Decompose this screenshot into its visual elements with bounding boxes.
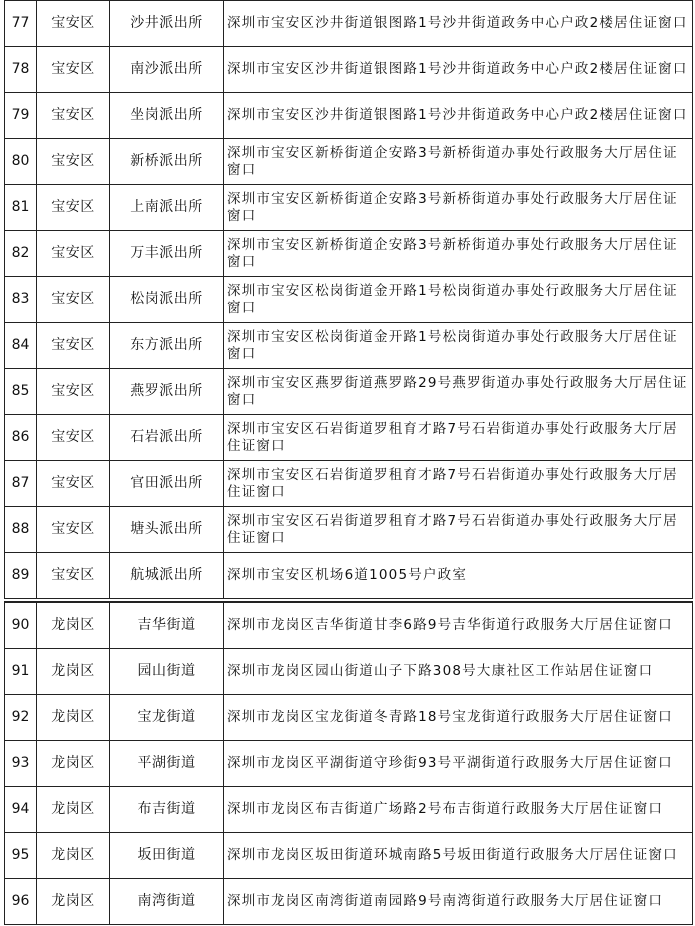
station-name-cell: 布吉街道 bbox=[110, 786, 224, 832]
table-row bbox=[5, 740, 693, 786]
station-name-cell: 官田派出所 bbox=[110, 461, 224, 507]
table-row bbox=[5, 553, 693, 599]
district-cell: 宝安区 bbox=[37, 139, 110, 185]
address-cell: 深圳市宝安区机场6道1005号户政室 bbox=[224, 553, 693, 599]
table-row bbox=[5, 461, 693, 507]
address-cell: 深圳市龙岗区南湾街道南园路9号南湾街道行政服务大厅居住证窗口 bbox=[224, 878, 693, 924]
station-name-cell: 新桥派出所 bbox=[110, 139, 224, 185]
district-cell: 龙岗区 bbox=[37, 740, 110, 786]
district-cell: 宝安区 bbox=[37, 507, 110, 553]
address-cell: 深圳市龙岗区平湖街道守珍街93号平湖街道行政服务大厅居住证窗口 bbox=[224, 740, 693, 786]
station-name-cell: 平湖街道 bbox=[110, 740, 224, 786]
district-cell: 宝安区 bbox=[37, 185, 110, 231]
address-cell: 深圳市宝安区新桥街道企安路3号新桥街道办事处行政服务大厅居住证窗口 bbox=[224, 231, 693, 277]
station-name-cell: 坂田街道 bbox=[110, 832, 224, 878]
district-cell: 龙岗区 bbox=[37, 648, 110, 694]
station-name-cell: 万丰派出所 bbox=[110, 231, 224, 277]
address-cell: 深圳市宝安区沙井街道银图路1号沙井街道政务中心户政2楼居住证窗口 bbox=[224, 93, 693, 139]
row-number: 88 bbox=[5, 507, 37, 553]
row-number: 96 bbox=[5, 878, 37, 924]
district-cell: 宝安区 bbox=[37, 461, 110, 507]
address-cell: 深圳市龙岗区布吉街道广场路2号布吉街道行政服务大厅居住证窗口 bbox=[224, 786, 693, 832]
address-cell: 深圳市宝安区石岩街道罗租育才路7号石岩街道办事处行政服务大厅居住证窗口 bbox=[224, 415, 693, 461]
row-number: 84 bbox=[5, 323, 37, 369]
row-number: 77 bbox=[5, 1, 37, 47]
station-name-cell: 南湾街道 bbox=[110, 878, 224, 924]
row-number: 85 bbox=[5, 369, 37, 415]
district-cell: 宝安区 bbox=[37, 93, 110, 139]
row-number: 87 bbox=[5, 461, 37, 507]
table-row bbox=[5, 231, 693, 277]
address-cell: 深圳市宝安区石岩街道罗租育才路7号石岩街道办事处行政服务大厅居住证窗口 bbox=[224, 507, 693, 553]
address-cell: 深圳市宝安区石岩街道罗租育才路7号石岩街道办事处行政服务大厅居住证窗口 bbox=[224, 461, 693, 507]
row-number: 93 bbox=[5, 740, 37, 786]
station-name-cell: 东方派出所 bbox=[110, 323, 224, 369]
table-row bbox=[5, 369, 693, 415]
address-cell: 深圳市龙岗区宝龙街道冬青路18号宝龙街道行政服务大厅居住证窗口 bbox=[224, 694, 693, 740]
row-number: 82 bbox=[5, 231, 37, 277]
row-number: 86 bbox=[5, 415, 37, 461]
row-number: 91 bbox=[5, 648, 37, 694]
address-cell: 深圳市宝安区新桥街道企安路3号新桥街道办事处行政服务大厅居住证窗口 bbox=[224, 185, 693, 231]
row-number: 89 bbox=[5, 553, 37, 599]
row-number: 83 bbox=[5, 277, 37, 323]
table-row bbox=[5, 878, 693, 924]
table-row bbox=[5, 93, 693, 139]
table-body-1 bbox=[5, 1, 693, 599]
address-cell: 深圳市龙岗区吉华街道甘李6路9号吉华街道行政服务大厅居住证窗口 bbox=[224, 602, 693, 648]
table-row bbox=[5, 1, 693, 47]
station-name-cell: 园山街道 bbox=[110, 648, 224, 694]
row-number: 90 bbox=[5, 602, 37, 648]
station-name-cell: 吉华街道 bbox=[110, 602, 224, 648]
table-row bbox=[5, 139, 693, 185]
district-cell: 宝安区 bbox=[37, 415, 110, 461]
district-cell: 龙岗区 bbox=[37, 878, 110, 924]
table-row bbox=[5, 507, 693, 553]
district-cell: 宝安区 bbox=[37, 47, 110, 93]
address-cell: 深圳市宝安区沙井街道银图路1号沙井街道政务中心户政2楼居住证窗口 bbox=[224, 1, 693, 47]
station-name-cell: 上南派出所 bbox=[110, 185, 224, 231]
district-cell: 龙岗区 bbox=[37, 694, 110, 740]
district-cell: 宝安区 bbox=[37, 553, 110, 599]
station-name-cell: 松岗派出所 bbox=[110, 277, 224, 323]
row-number: 79 bbox=[5, 93, 37, 139]
district-cell: 宝安区 bbox=[37, 277, 110, 323]
row-number: 95 bbox=[5, 832, 37, 878]
district-cell: 宝安区 bbox=[37, 231, 110, 277]
table-row bbox=[5, 648, 693, 694]
station-name-cell: 坐岗派出所 bbox=[110, 93, 224, 139]
row-number: 80 bbox=[5, 139, 37, 185]
district-cell: 宝安区 bbox=[37, 369, 110, 415]
station-table-part-2 bbox=[4, 601, 693, 925]
table-body-2 bbox=[5, 602, 693, 924]
station-name-cell: 燕罗派出所 bbox=[110, 369, 224, 415]
row-number: 94 bbox=[5, 786, 37, 832]
district-cell: 龙岗区 bbox=[37, 786, 110, 832]
table-row bbox=[5, 47, 693, 93]
address-cell: 深圳市宝安区新桥街道企安路3号新桥街道办事处行政服务大厅居住证窗口 bbox=[224, 139, 693, 185]
row-number: 78 bbox=[5, 47, 37, 93]
station-name-cell: 宝龙街道 bbox=[110, 694, 224, 740]
table-row bbox=[5, 323, 693, 369]
table-row bbox=[5, 415, 693, 461]
station-name-cell: 沙井派出所 bbox=[110, 1, 224, 47]
row-number: 92 bbox=[5, 694, 37, 740]
address-cell: 深圳市宝安区松岗街道金开路1号松岗街道办事处行政服务大厅居住证窗口 bbox=[224, 323, 693, 369]
table-row bbox=[5, 832, 693, 878]
station-name-cell: 塘头派出所 bbox=[110, 507, 224, 553]
address-cell: 深圳市宝安区燕罗街道燕罗路29号燕罗街道办事处行政服务大厅居住证窗口 bbox=[224, 369, 693, 415]
address-cell: 深圳市龙岗区坂田街道环城南路5号坂田街道行政服务大厅居住证窗口 bbox=[224, 832, 693, 878]
address-cell: 深圳市宝安区沙井街道银图路1号沙井街道政务中心户政2楼居住证窗口 bbox=[224, 47, 693, 93]
table-row bbox=[5, 185, 693, 231]
table-row bbox=[5, 602, 693, 648]
station-name-cell: 石岩派出所 bbox=[110, 415, 224, 461]
table-row bbox=[5, 786, 693, 832]
station-table-part-1 bbox=[4, 0, 693, 599]
district-cell: 龙岗区 bbox=[37, 832, 110, 878]
station-name-cell: 南沙派出所 bbox=[110, 47, 224, 93]
district-cell: 宝安区 bbox=[37, 323, 110, 369]
station-name-cell: 航城派出所 bbox=[110, 553, 224, 599]
district-cell: 龙岗区 bbox=[37, 602, 110, 648]
table-row bbox=[5, 694, 693, 740]
district-cell: 宝安区 bbox=[37, 1, 110, 47]
row-number: 81 bbox=[5, 185, 37, 231]
table-row bbox=[5, 277, 693, 323]
address-cell: 深圳市宝安区松岗街道金开路1号松岗街道办事处行政服务大厅居住证窗口 bbox=[224, 277, 693, 323]
address-cell: 深圳市龙岗区园山街道山子下路308号大康社区工作站居住证窗口 bbox=[224, 648, 693, 694]
